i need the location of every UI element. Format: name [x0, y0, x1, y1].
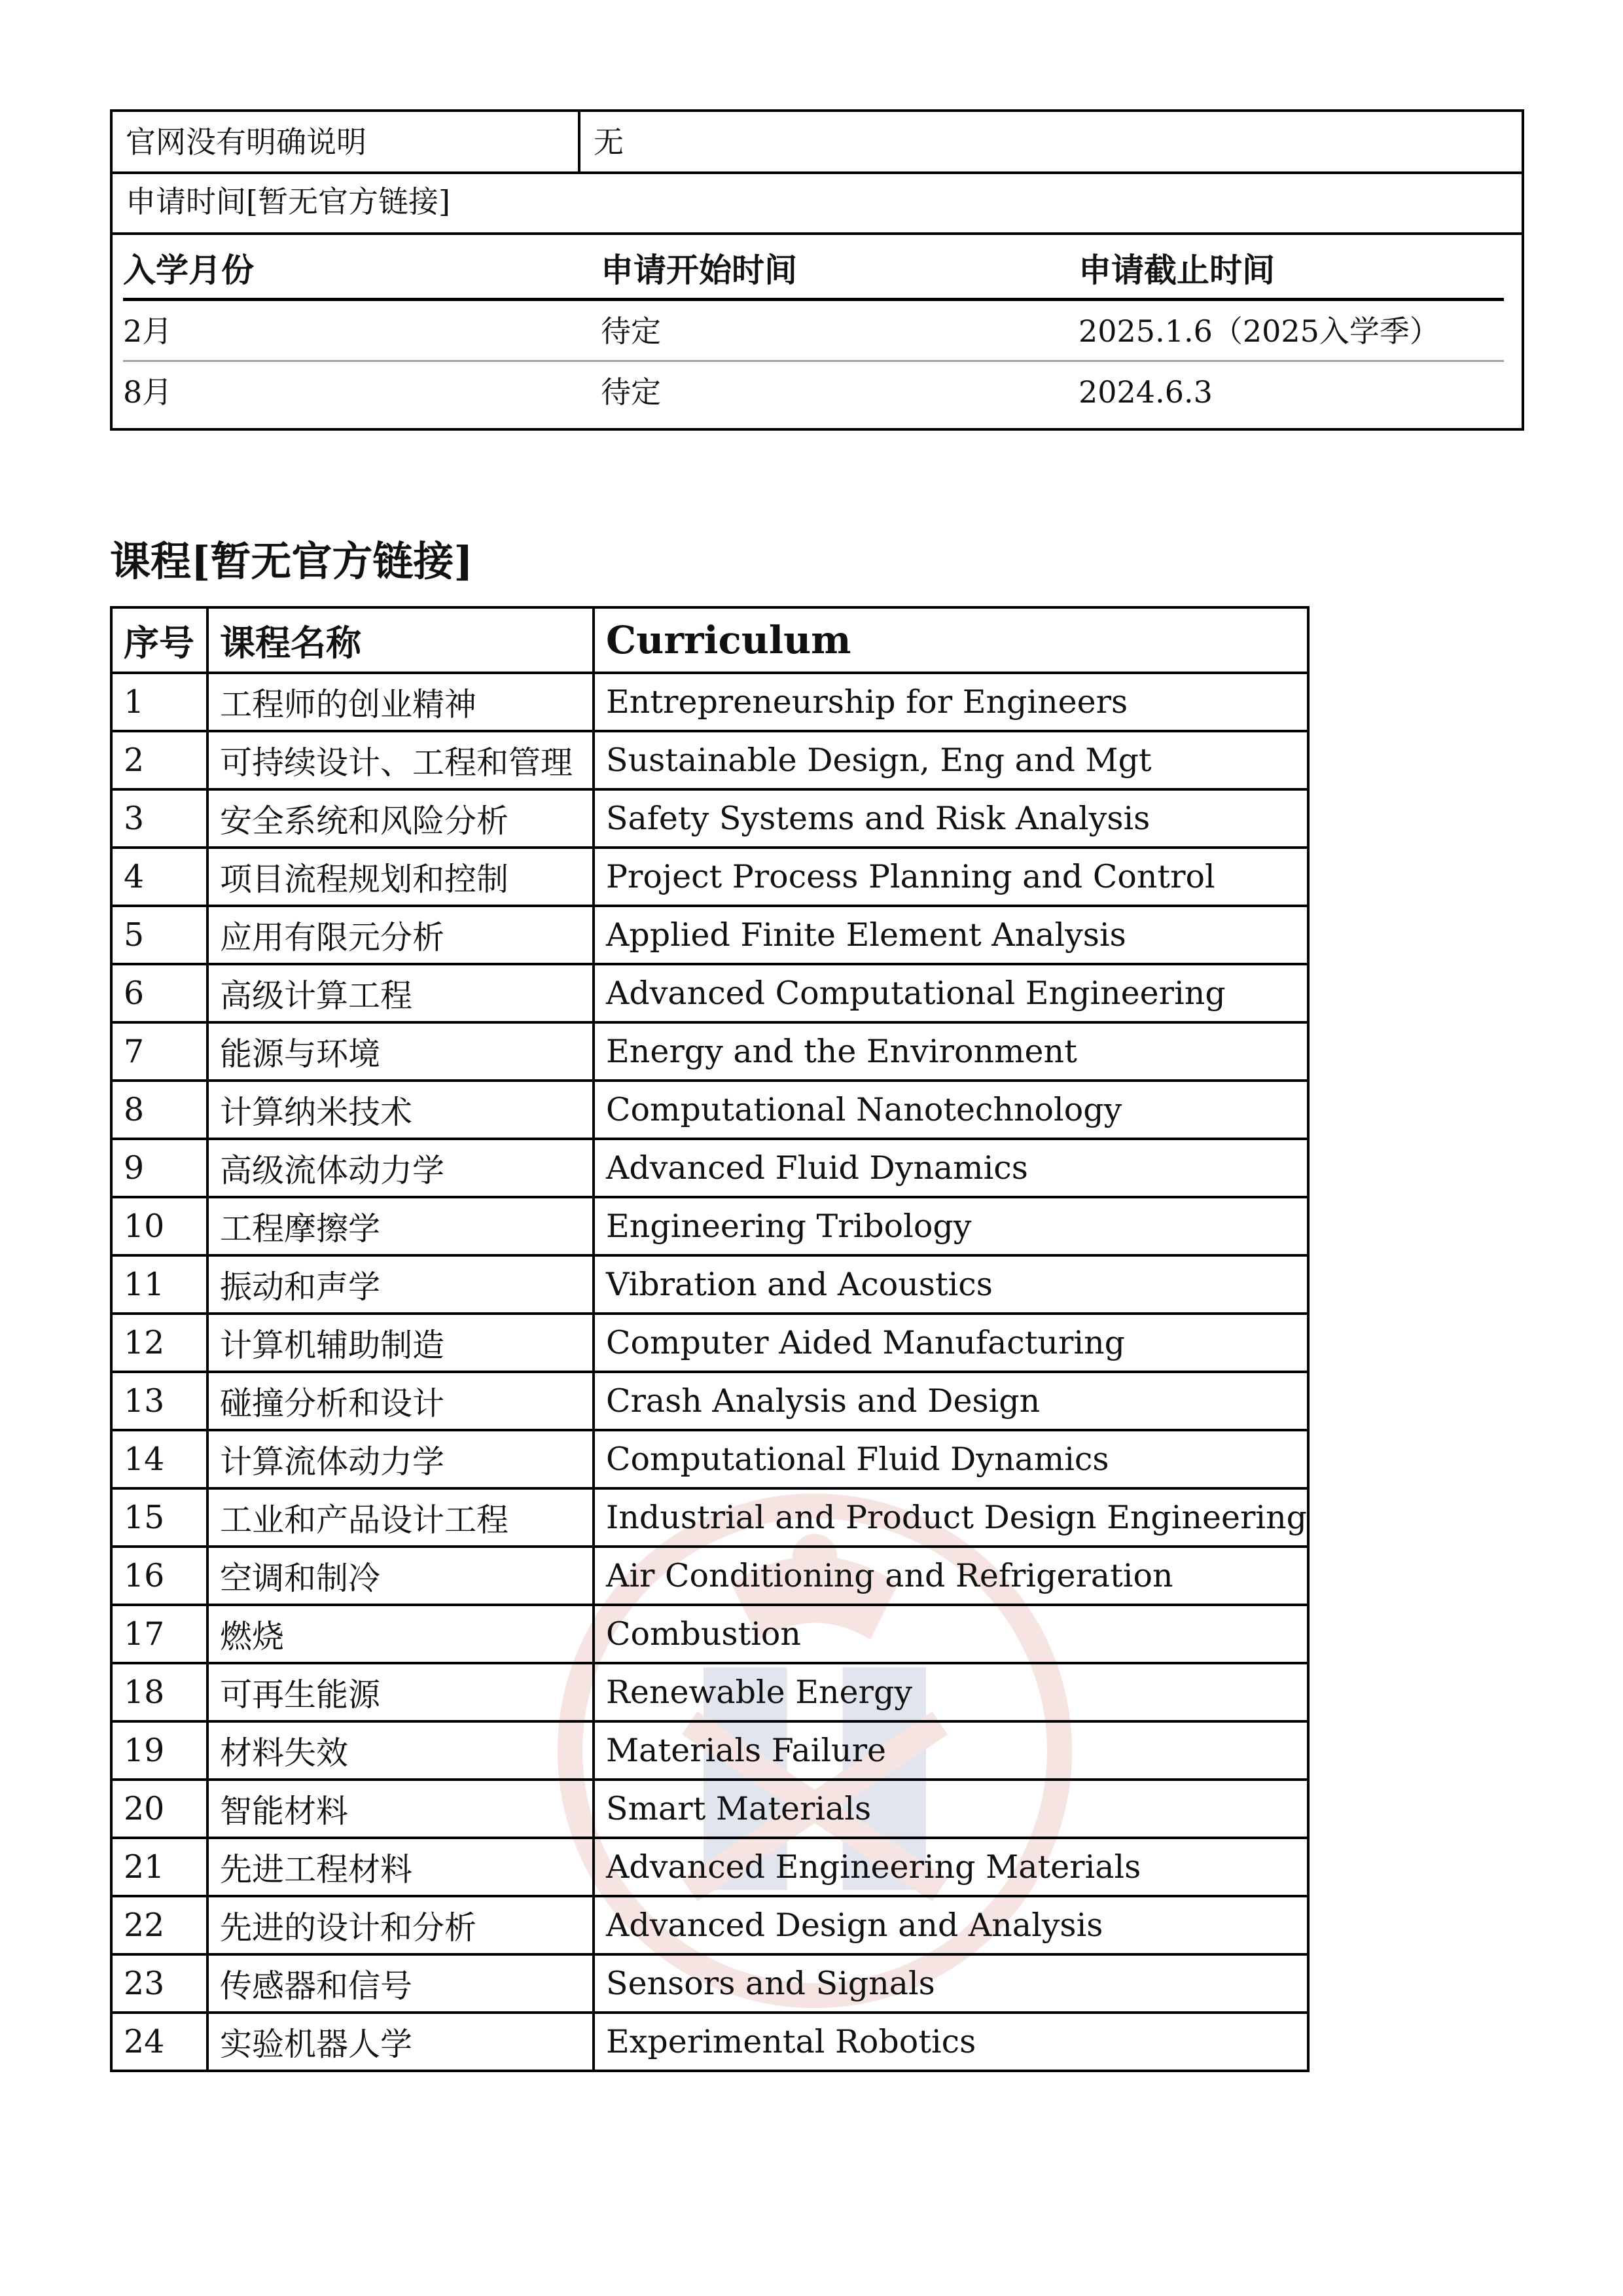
table-row: [111, 673, 1308, 731]
intake-deadline: 2025.1.6（2025入学季）: [1079, 314, 1440, 349]
course-number: 23: [111, 1954, 207, 2013]
course-name-cn: 工业和产品设计工程: [207, 1488, 594, 1547]
course-name-cn: 工程师的创业精神: [207, 673, 594, 731]
course-number: 6: [111, 964, 207, 1022]
header-intake-month: 入学月份: [123, 251, 254, 289]
course-number: 4: [111, 848, 207, 906]
table-row: [111, 1081, 1308, 1139]
header-deadline: 申请截止时间: [1079, 251, 1275, 289]
course-name-en: Materials Failure: [594, 1721, 1308, 1780]
course-name-en: Advanced Design and Analysis: [594, 1896, 1308, 1954]
course-number: 3: [111, 789, 207, 848]
header-curriculum: Curriculum: [594, 607, 1308, 673]
info-label-cell: [113, 112, 580, 171]
course-name-en: Combustion: [594, 1605, 1308, 1663]
course-number: 13: [111, 1372, 207, 1430]
header-start-time: 申请开始时间: [601, 251, 797, 289]
course-number: 21: [111, 1838, 207, 1896]
course-name-cn: 可持续设计、工程和管理: [207, 731, 594, 789]
course-name-en: Sensors and Signals: [594, 1954, 1308, 2013]
course-number: 12: [111, 1314, 207, 1372]
course-name-en: Crash Analysis and Design: [594, 1372, 1308, 1430]
course-name-en: Engineering Tribology: [594, 1197, 1308, 1255]
intake-month: 8月: [123, 374, 173, 410]
course-number: 14: [111, 1430, 207, 1488]
courses-body: [111, 673, 1308, 2071]
course-name-en: Air Conditioning and Refrigeration: [594, 1547, 1308, 1605]
course-name-cn: 高级流体动力学: [207, 1139, 594, 1197]
intake-row: [123, 362, 1504, 423]
course-name-en: Energy and the Environment: [594, 1022, 1308, 1081]
course-number: 20: [111, 1780, 207, 1838]
course-name-cn: 应用有限元分析: [207, 906, 594, 964]
course-name-cn: 碰撞分析和设计: [207, 1372, 594, 1430]
table-row: [111, 1780, 1308, 1838]
table-row: [111, 1896, 1308, 1954]
course-name-en: Smart Materials: [594, 1780, 1308, 1838]
course-number: 15: [111, 1488, 207, 1547]
course-name-en: Computational Nanotechnology: [594, 1081, 1308, 1139]
intake-month: 2月: [123, 314, 173, 349]
intake-start: 待定: [601, 374, 661, 410]
course-name-cn: 智能材料: [207, 1780, 594, 1838]
intake-start: 待定: [601, 314, 661, 349]
course-number: 2: [111, 731, 207, 789]
course-number: 1: [111, 673, 207, 731]
course-number: 24: [111, 2013, 207, 2071]
course-name-cn: 安全系统和风险分析: [207, 789, 594, 848]
application-time-label: 申请时间[暂无官方链接]: [126, 184, 450, 219]
courses-title: 课程[暂无官方链接]: [110, 537, 473, 585]
courses-header-row: [111, 607, 1308, 673]
course-name-en: Project Process Planning and Control: [594, 848, 1308, 906]
table-row: [111, 964, 1308, 1022]
course-name-cn: 燃烧: [207, 1605, 594, 1663]
course-number: 10: [111, 1197, 207, 1255]
table-row: [111, 1721, 1308, 1780]
course-name-en: Advanced Engineering Materials: [594, 1838, 1308, 1896]
table-row: [111, 1139, 1308, 1197]
course-number: 18: [111, 1663, 207, 1721]
course-name-en: Advanced Computational Engineering: [594, 964, 1308, 1022]
course-number: 5: [111, 906, 207, 964]
table-row: [111, 1838, 1308, 1896]
table-row: [111, 1430, 1308, 1488]
course-name-cn: 计算流体动力学: [207, 1430, 594, 1488]
table-row: [111, 1488, 1308, 1547]
table-row: [111, 789, 1308, 848]
course-name-en: Advanced Fluid Dynamics: [594, 1139, 1308, 1197]
course-number: 7: [111, 1022, 207, 1081]
table-row: [111, 1663, 1308, 1721]
course-name-cn: 材料失效: [207, 1721, 594, 1780]
course-name-cn: 实验机器人学: [207, 2013, 594, 2071]
table-row: [111, 1547, 1308, 1605]
course-name-cn: 振动和声学: [207, 1255, 594, 1314]
course-name-en: Industrial and Product Design Engineering: [594, 1488, 1308, 1547]
course-name-cn: 空调和制冷: [207, 1547, 594, 1605]
table-row: [111, 1022, 1308, 1081]
table-row: [111, 731, 1308, 789]
course-name-en: Applied Finite Element Analysis: [594, 906, 1308, 964]
table-row: [111, 1314, 1308, 1372]
course-name-cn: 先进的设计和分析: [207, 1896, 594, 1954]
course-name-cn: 项目流程规划和控制: [207, 848, 594, 906]
header-number: 序号: [111, 607, 207, 673]
course-number: 22: [111, 1896, 207, 1954]
course-name-cn: 计算纳米技术: [207, 1081, 594, 1139]
table-row: [111, 1255, 1308, 1314]
course-name-en: Sustainable Design, Eng and Mgt: [594, 731, 1308, 789]
intake-row: [123, 301, 1504, 362]
intake-deadline: 2024.6.3: [1079, 374, 1213, 410]
course-number: 8: [111, 1081, 207, 1139]
intake-table-header: [123, 232, 1504, 301]
table-row: [111, 848, 1308, 906]
course-number: 9: [111, 1139, 207, 1197]
courses-table: [110, 606, 1310, 2072]
course-number: 16: [111, 1547, 207, 1605]
course-name-cn: 工程摩擦学: [207, 1197, 594, 1255]
course-number: 17: [111, 1605, 207, 1663]
course-name-cn: 高级计算工程: [207, 964, 594, 1022]
course-name-cn: 先进工程材料: [207, 1838, 594, 1896]
header-course-name: 课程名称: [207, 607, 594, 673]
table-row: [111, 1605, 1308, 1663]
course-name-en: Computer Aided Manufacturing: [594, 1314, 1308, 1372]
intake-table: [123, 232, 1504, 423]
course-name-en: Vibration and Acoustics: [594, 1255, 1308, 1314]
application-time-row: [113, 171, 1522, 235]
table-row: [111, 1954, 1308, 2013]
info-label: 官网没有明确说明: [126, 124, 366, 160]
course-name-en: Experimental Robotics: [594, 2013, 1308, 2071]
table-row: [111, 2013, 1308, 2071]
table-row: [111, 1197, 1308, 1255]
course-name-en: Renewable Energy: [594, 1663, 1308, 1721]
info-row-official: [113, 112, 1522, 174]
course-number: 11: [111, 1255, 207, 1314]
course-name-en: Safety Systems and Risk Analysis: [594, 789, 1308, 848]
course-name-cn: 能源与环境: [207, 1022, 594, 1081]
course-name-cn: 传感器和信号: [207, 1954, 594, 2013]
course-name-cn: 可再生能源: [207, 1663, 594, 1721]
course-number: 19: [111, 1721, 207, 1780]
course-name-en: Entrepreneurship for Engineers: [594, 673, 1308, 731]
table-row: [111, 906, 1308, 964]
info-value: 无: [594, 124, 624, 160]
course-name-cn: 计算机辅助制造: [207, 1314, 594, 1372]
course-name-en: Computational Fluid Dynamics: [594, 1430, 1308, 1488]
table-row: [111, 1372, 1308, 1430]
info-value-cell: [580, 112, 1522, 171]
